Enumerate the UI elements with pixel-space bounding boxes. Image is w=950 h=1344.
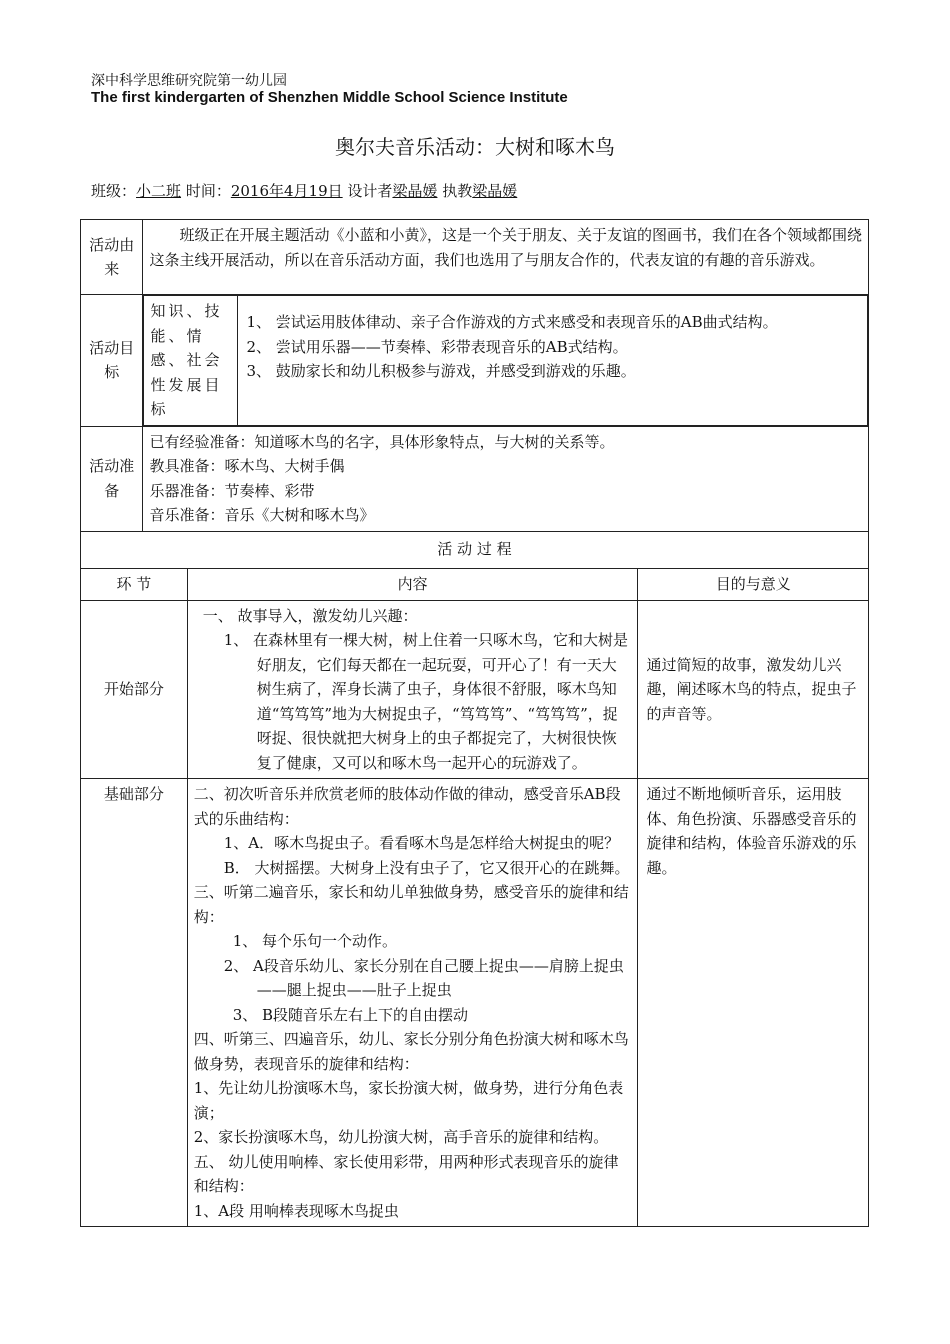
lesson-plan-table xyxy=(80,219,869,1227)
prep-item: 已有经验准备：知道啄木鸟的名字，具体形象特点，与大树的关系等。 xyxy=(149,432,615,451)
time-value: 2016年4月19日 xyxy=(230,182,343,200)
class-value: 小二班 xyxy=(136,182,182,200)
origin-row xyxy=(81,220,869,295)
designer-value: 梁晶媛 xyxy=(392,182,438,200)
basic-line: 2、家长扮演啄木鸟，幼儿扮演大树，高手音乐的旋律和结构。 xyxy=(193,1128,609,1146)
basic-purpose: 通过不断地倾听音乐，运用肢体、角色扮演、乐器感受音乐的旋律和结构，体验音乐游戏的乐趣。 xyxy=(638,779,869,1227)
basic-line: 四、听第三、四遍音乐，幼儿、家长分别分角色扮演大树和啄木鸟做身势，表现音乐的旋律和结构： xyxy=(193,1030,629,1073)
goal-item: 3、 鼓励家长和幼儿积极参与游戏，并感受到游戏的乐趣。 xyxy=(246,362,636,380)
prep-label: 活动准备 xyxy=(81,426,143,531)
col-stage: 环 节 xyxy=(81,568,188,600)
start-row xyxy=(81,600,869,779)
origin-text: 班级正在开展主题活动《小蓝和小黄》，这是一个关于朋友、关于友谊的图画书，我们在各个领域都围绕这条主线开展活动，所以在音乐活动方面，我们也选用了与朋友合作的，代表友谊的有趣的音乐游戏。 xyxy=(143,220,869,295)
teacher-label: 执教 xyxy=(442,182,473,200)
page-title: 奥尔夫音乐活动：大树和啄木鸟 xyxy=(335,135,615,159)
goals-sublabel: 知识、技能、情感、社会性发展目标 xyxy=(144,296,238,426)
start-heading: 一、 故事导入，激发幼儿兴趣： xyxy=(202,606,418,625)
school-name-en: The first kindergarten of Shenzhen Middle School Science Institute xyxy=(91,89,568,106)
prep-item: 教具准备：啄木鸟、大树手偶 xyxy=(149,457,345,475)
basic-stage: 基础部分 xyxy=(81,779,188,1227)
start-stage: 开始部分 xyxy=(81,600,188,779)
prep-row xyxy=(81,426,869,531)
basic-line: 1、先让幼儿扮演啄木鸟，家长扮演大树，做身势，进行分角色表演； xyxy=(193,1079,624,1122)
prep-item: 音乐准备：音乐《大树和啄木鸟》 xyxy=(149,506,375,524)
basic-line: 二、初次听音乐并欣赏老师的肢体动作做的律动，感受音乐AB段式的乐曲结构： xyxy=(193,785,621,828)
col-content: 内容 xyxy=(187,568,638,600)
basic-line: 五、 幼儿使用响棒、家长使用彩带，用两种形式表现音乐的旋律和结构： xyxy=(193,1152,619,1195)
class-label: 班级： xyxy=(91,182,137,200)
prep-item: 乐器准备：节奏棒、彩带 xyxy=(149,481,315,500)
basic-line: 1、A段 用响棒表现啄木鸟捉虫 xyxy=(193,1201,399,1220)
origin-label: 活动由来 xyxy=(81,220,143,295)
basic-row xyxy=(81,779,869,1227)
basic-line: 2、 A段音乐幼儿、家长分别在自己腰上捉虫——肩膀上捉虫——腿上捉虫——肚子上捉虫 xyxy=(223,956,624,999)
start-item: 1、 在森林里有一棵大树，树上住着一只啄木鸟，它和大树是好朋友，它们每天都在一起玩耍，可开心了！有一天大树生病了，浑身长满了虫子，身体很不舒服，啄木鸟知道“笃笃笃”地为大树捉虫子，“笃笃笃”、“笃笃笃”，捉呀捉、很快就把大树身上的虫子都捉完了，大树很快恢复了健康，又可以和啄木鸟一起开心的玩游戏了。 xyxy=(223,631,629,772)
goals-row xyxy=(81,295,869,427)
meta-line xyxy=(91,180,517,201)
basic-line: 三、听第二遍音乐，家长和幼儿单独做身势，感受音乐的旋律和结构： xyxy=(193,883,629,926)
process-title: 活 动 过 程 xyxy=(81,531,869,568)
school-name-cn: 深中科学思维研究院第一幼儿园 xyxy=(91,73,287,89)
designer-label: 设计者 xyxy=(347,182,393,200)
process-header-row xyxy=(81,568,869,600)
goal-item: 2、 尝试用乐器——节奏棒、彩带表现音乐的AB式结构。 xyxy=(246,337,628,356)
teacher-value: 梁晶媛 xyxy=(472,182,518,200)
basic-line: B． 大树摇摆。大树身上没有虫子了，它又很开心的在跳舞。 xyxy=(223,858,630,877)
col-purpose: 目的与意义 xyxy=(638,568,869,600)
goals-label: 活动目标 xyxy=(81,295,143,427)
time-label: 时间： xyxy=(185,182,231,200)
basic-line: 1、 每个乐句一个动作。 xyxy=(232,932,398,950)
start-purpose: 通过简短的故事，激发幼儿兴趣，阐述啄木鸟的特点，捉虫子的声音等。 xyxy=(638,600,869,779)
basic-line: 1、A．啄木鸟捉虫子。看看啄木鸟是怎样给大树捉虫的呢？ xyxy=(223,834,620,852)
goal-item: 1、 尝试运用肢体律动、亲子合作游戏的方式来感受和表现音乐的AB曲式结构。 xyxy=(246,313,778,331)
basic-line: 3、 B段随音乐左右上下的自由摆动 xyxy=(232,1005,469,1024)
process-title-row xyxy=(81,531,869,568)
